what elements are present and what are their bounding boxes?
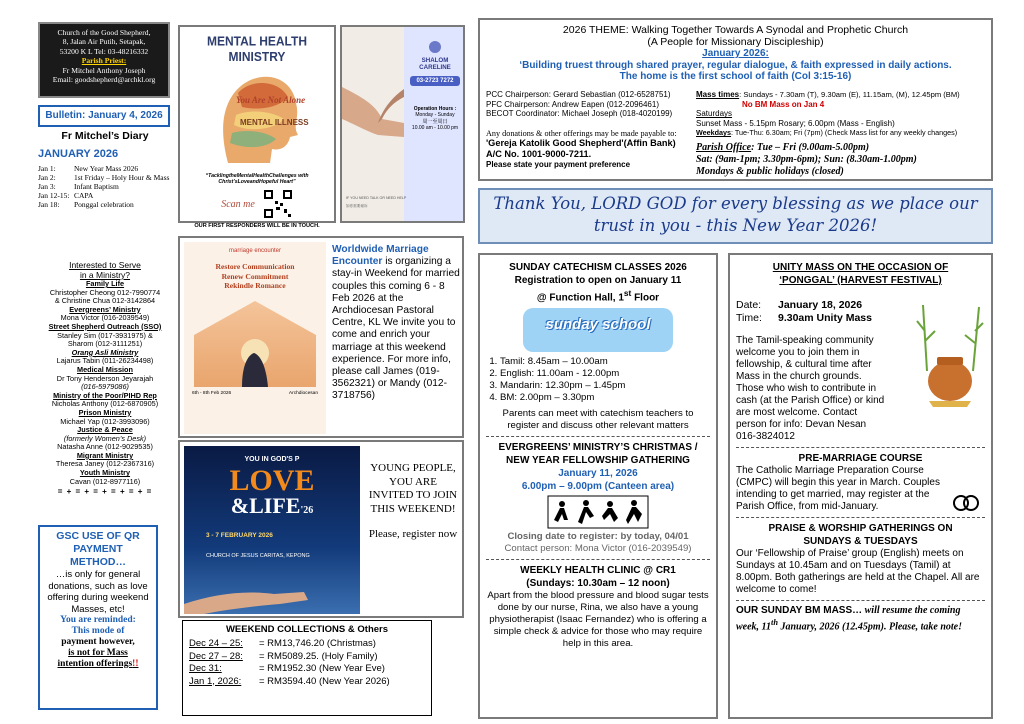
gsc-qr-notice [38, 525, 158, 710]
ministry-contact: Christopher Cheong 012-7990774 [49, 287, 161, 297]
theme-box [478, 18, 993, 181]
donation-payee: 'Gereja Katolik Good Shepherd'(Affin Bank) [486, 138, 676, 149]
register-now-text: Please, register now [368, 528, 458, 540]
ministry-contact: Cavan (012-8977116) [69, 476, 141, 486]
shalom-title: SHALOM CARELINE [419, 57, 451, 71]
catechism-venue-floor: Floor [631, 292, 660, 304]
sunday-school-banner [523, 308, 673, 352]
diary-month: JANUARY 2026 [38, 148, 119, 160]
collection-date: Dec 31: [189, 663, 222, 674]
collections-title: WEEKEND COLLECTIONS & Others [225, 624, 389, 635]
collection-row [189, 663, 425, 676]
diary-entry [38, 191, 172, 200]
ministry-name: Street Shepherd Outreach (SSO) [48, 321, 162, 331]
ministry-name: Family Life [85, 279, 125, 288]
me-line-2: Renew Commitment [221, 271, 289, 281]
ministry-contact: (016-5979086) [81, 382, 129, 392]
collection-date: Dec 27 – 28: [189, 650, 243, 662]
ponggal-pot-icon [917, 301, 983, 409]
ministry-name: Ministry of the Poor/PIHD Rep [53, 390, 157, 400]
donation-preference: Please state your payment preference [486, 160, 631, 170]
ministry-name: Youth Ministry [79, 468, 131, 478]
diary-date: Jan 18: [38, 200, 60, 209]
dancers-icon [548, 496, 648, 528]
shalom-logo-icon [429, 41, 441, 53]
unity-body: The Tamil-speaking community welcome you to join them in fellowship, & cultural time after Mass in the church grounds. Those who wish to contribute in cash (at the Parish Office) or kind are most welcome. Contact person for info: Devan Nesan 016-3824012 [736, 335, 885, 442]
church-address-1: 8, Jalan Air Putih, Setapak, [62, 37, 146, 47]
ministry-contact: Stanley Sim (017-3931975) & [57, 330, 153, 340]
divider-2 [486, 559, 710, 560]
ministry-contact: Theresa Janey (012-2367316) [55, 459, 155, 469]
catechism-class: 4. BM: 2.00pm – 3.30pm [500, 392, 710, 404]
collection-date: Jan 1, 2026: [189, 675, 242, 687]
me-dates: 6th - 8th Feb 2026 [192, 390, 232, 396]
unity-date-row [736, 299, 886, 325]
marriage-encounter-box [178, 236, 464, 438]
unity-date-label: Date: [736, 299, 762, 311]
thank-you-banner: Thank You, LORD GOD for every blessing as we place our trust in you - this New Year 2026! [478, 188, 993, 244]
gsc-reminder-1: You are reminded: [60, 615, 136, 625]
marriage-heading: Worldwide Marriage Encounter [332, 244, 429, 268]
shalom-left-text: IF YOU NEED TALK OR NEED HELP [346, 196, 407, 200]
young-people-invite [366, 462, 460, 542]
collection-row [189, 676, 425, 689]
bm-mass-notice [736, 605, 985, 633]
mental-health-poster [178, 25, 336, 229]
theme-right-col [696, 90, 988, 178]
ll-year: '26 [300, 505, 314, 516]
ministry-name: Medical Mission [77, 364, 133, 374]
parish-office-closed: Mondays & public holidays (closed) [696, 165, 844, 177]
church-header [38, 22, 170, 98]
mass-times-label: Mass times [696, 90, 740, 99]
clinic-heading: WEEKLY HEALTH CLINIC @ CR1 [520, 565, 676, 577]
rings-icon [951, 491, 981, 513]
donation-note: Any donations & other offerings may be made payable to: [486, 128, 677, 138]
hand-icon [184, 574, 360, 614]
diary-event: 1st Friday – Holy Hour & Mass [74, 173, 170, 182]
marriage-body: is organizing a stay-in Weekend for married couples this coming 6 - 8 Feb 2026 at the Archdiocesan Pastoral Centre, KL We invite you to come and enrich your marriage at this weekend experience. For more info, please call James (019-3562321) or Mandy (012-3718756) [332, 256, 460, 402]
diary-event: New Year Mass 2026 [74, 164, 139, 173]
ministry-contact: & Christine Chua 012-3142864 [54, 296, 156, 306]
parish-office-hours: : Tue – Fri (9.00am-5.00pm) [751, 141, 870, 153]
theme-motto: ‘Building truest through shared prayer, regular dialogue, & faith expressed in daily actions. [519, 59, 952, 71]
catechism-note: Parents can meet with catechism teachers to register and discuss other relevant matters [502, 408, 694, 432]
evergreens-closing: Closing date to register: by today, 04/01 [507, 531, 689, 543]
premarriage-heading: PRE-MARRIAGE COURSE [798, 453, 923, 464]
me-logo: marriage encounter [228, 248, 282, 254]
weekend-collections [182, 620, 432, 716]
diary-date: Jan 1: [38, 164, 56, 173]
catechism-column [478, 253, 718, 719]
ministries-separator: = + = + = + = + = + = [57, 487, 153, 497]
bm-heading: OUR SUNDAY BM MASS… [736, 605, 863, 616]
no-bm-mass: No BM Mass on Jan 4 [742, 99, 825, 109]
donation-account: A/C No. 1001-9000-7211. [486, 149, 592, 160]
church-address-2: 53200 K L Tel: 03-48216332 [59, 46, 149, 56]
marriage-encounter-text [332, 244, 460, 403]
church-name: Church of the Good Shepherd, [57, 28, 151, 37]
collection-row [189, 651, 425, 664]
priest-diary [38, 130, 172, 209]
evergreens-heading: EVERGREENS’ MINISTRY’S CHRISTMAS / NEW YEAR FELLOWSHIP GATHERING [498, 442, 698, 467]
bm-text-2: January, 2026 (12.45pm). Please, take note! [777, 621, 963, 633]
unity-mass-column [728, 253, 993, 719]
evergreens-contact: Contact person: Mona Victor (016-2039549) [504, 543, 692, 555]
ministry-contact: Dr Tony Henderson Jeyarajah [56, 373, 154, 383]
diary-entry [38, 173, 172, 182]
ministry-name: Prison Ministry [78, 407, 132, 417]
head-silhouette-icon [180, 63, 334, 173]
love-life-poster [184, 446, 360, 614]
ll-dates: 3 - 7 FEBRUARY 2026 [206, 532, 273, 539]
unity-time-label: Time: [736, 312, 762, 324]
parish-priest-label: Parish Priest: [81, 56, 127, 66]
bm-text-1: will resume the coming week, 11 [736, 605, 961, 633]
diary-entry [38, 182, 172, 191]
collection-amount: = RM5089.25. (Holy Family) [259, 650, 378, 662]
ministry-name: Justice & Peace [77, 425, 133, 435]
theme-scripture: The home is the first school of faith (Col 3:15-16) [619, 71, 852, 82]
hands-image-icon [342, 27, 407, 221]
ministry-contact: Nicholas Anthony (012-6870905) [51, 399, 159, 409]
shalom-hours: 10.00 am - 10.00 pm [411, 125, 459, 131]
praise-heading-2: SUNDAYS & TUESDAYS [803, 536, 918, 547]
marriage-encounter-poster [184, 242, 326, 434]
gsc-reminder-5-wrap [43, 659, 153, 670]
evergreens-date: January 11, 2026 [558, 468, 638, 480]
catechism-schedule [500, 356, 710, 404]
saturdays-label: Saturdays [696, 109, 733, 119]
premarriage-text: The Catholic Marriage Preparation Course (CMPC) will begin this year in March. Couples intending to get married, may register at the Parish Office, from mid-January. [736, 465, 940, 512]
love-and-life-box [178, 440, 464, 618]
unity-time: 9.30am Unity Mass [778, 312, 872, 324]
church-email: Email: goodshepherd@archkl.org [52, 75, 156, 85]
catechism-venue [486, 287, 710, 304]
ll-venue: CHURCH OF JESUS CARITAS, KEPONG [206, 553, 310, 559]
diary-event: Ponggal celebration [74, 200, 134, 209]
mass-times: : Sundays - 7.30am (T), 9.30am (E), 11.15am, (M), 12.45pm (BM) [739, 90, 960, 99]
couple-image-icon [184, 295, 326, 391]
collection-date: Dec 24 – 25: [189, 638, 243, 649]
collection-amount: = RM13,746.20 (Christmas) [259, 638, 376, 649]
me-venue: Archdiocesan [288, 390, 318, 396]
catechism-registration: Registration to open on January 11 [514, 275, 682, 286]
theme-subtitle: (A People for Missionary Discipleship) [647, 36, 824, 48]
gsc-reminder-4: is not for Mass [68, 648, 128, 658]
mhm-art-text-1: You Are Not Alone [236, 95, 306, 105]
diary-entry [38, 200, 172, 209]
sunday-school-text: sunday school [545, 316, 651, 334]
qr-code-icon [263, 189, 293, 219]
ministry-name: Evergreens’ Ministry [69, 304, 141, 314]
committee-contact: PCC Chairperson: Gerard Sebastian (012-6528751) [486, 90, 671, 99]
shalom-days: Monday - Sunday [415, 112, 455, 118]
gsc-exclaim: !! [132, 659, 139, 669]
weekdays-label: Weekdays [696, 128, 732, 138]
catechism-venue-text: @ Function Hall, 1 [536, 292, 624, 304]
catechism-heading: SUNDAY CATECHISM CLASSES 2026 [509, 262, 687, 273]
ministries-heading: Interested to Serve [69, 260, 141, 270]
shalom-days-cn: 周一至周日 [422, 119, 448, 125]
diary-date: Jan 3: [38, 182, 56, 191]
diary-title: Fr Mitchel’s Diary [61, 130, 149, 142]
diary-date: Jan 2: [38, 173, 56, 182]
mhm-footer: OUR FIRST RESPONDERS WILL BE IN TOUCH. [194, 223, 320, 229]
catechism-class: 3. Mandarin: 12.30pm – 1.45pm [500, 380, 710, 392]
shalom-left-text-cn: 如你需要倾诉 [346, 204, 368, 208]
catechism-class: 2. English: 11.00am - 12.00pm [500, 368, 710, 380]
committee-contact: BECOT Coordinator: Michael Joseph (018-4020199) [486, 109, 673, 119]
ministry-contact: Michael Yap (012-3993096) [60, 416, 150, 426]
me-line-3: Rekindle Romance [224, 281, 286, 290]
unity-heading-2: ‘PONGGAL’ (HARVEST FESTIVAL) [779, 275, 942, 286]
mhm-title: MENTAL HEALTH MINISTRY [207, 33, 307, 65]
divider-4 [736, 517, 985, 518]
diary-entry [38, 164, 172, 173]
diary-event: Infant Baptism [74, 182, 119, 191]
ll-life-row [184, 495, 360, 522]
unity-heading-1: UNITY MASS ON THE OCCASION OF [772, 262, 949, 273]
divider-3 [736, 447, 985, 448]
ministry-contact: Sharom (012-3111251) [67, 339, 143, 349]
mhm-slogan: “TacklingtheMentalHealthChallenges with Christ’sLoveandHopeful Heart” [205, 173, 309, 185]
shalom-phone: 03-2723 7272 [410, 76, 460, 86]
ministry-contact: (formerly Women’s Desk) [63, 433, 147, 443]
ministry-name: Migrant Ministry [76, 450, 134, 460]
gsc-text: …is only for general donations, such as love offering during weekend Masses, etc! [47, 569, 149, 615]
gsc-heading-2: PAYMENT [73, 543, 123, 555]
divider-5 [736, 600, 985, 601]
catechism-class: 1. Tamil: 8.45am – 10.00am [500, 356, 710, 368]
catechism-venue-sup: st [623, 288, 632, 298]
unity-date: January 18, 2026 [778, 299, 863, 311]
bm-sup: th [771, 618, 778, 627]
collection-amount: = RM3594.40 (New Year 2026) [259, 675, 390, 687]
me-line-1: Restore Communication [215, 262, 295, 271]
collection-amount: = RM1952.30 (New Year Eve) [259, 663, 385, 674]
weekday-times: : Tue-Thu: 6.30am; Fri (7pm) (Check Mass list for any weekly changes) [731, 128, 958, 138]
divider [486, 436, 710, 437]
me-footer [184, 391, 326, 396]
parish-priest-name: Fr Mitchel Anthony Joseph [62, 65, 146, 75]
ll-life: &LIFE [230, 493, 301, 518]
sunset-mass: Sunset Mass - 5.15pm Rosary; 6.00pm (Mass - English) [696, 118, 895, 128]
evergreens-time: 6.00pm – 9.00pm (Canteen area) [521, 481, 675, 493]
diary-event: CAPA [74, 191, 94, 200]
gsc-reminder-5: intention offerings [57, 659, 133, 669]
parish-office-label: Parish Office [696, 141, 752, 153]
mhm-qr-row [180, 189, 334, 219]
praise-text: Our ‘Fellowship of Praise’ group (English) meets on Sundays at 10.45am and on Tuesdays (Tamil) at 8.00pm. Both gatherings are held at the Chapel. All are welcome to come! [736, 548, 980, 595]
praise-heading-1: PRAISE & WORSHIP GATHERINGS ON [768, 523, 953, 534]
shalom-ops: Operation Hours : [413, 106, 457, 112]
bulletin-date: Bulletin: January 4, 2026 [38, 105, 170, 127]
young-people-text: YOUNG PEOPLE, YOU ARE INVITED TO JOIN THIS WEEKEND! [368, 462, 458, 515]
gsc-heading-3: METHOD… [70, 556, 126, 568]
ll-love: LOVE [229, 464, 315, 497]
shalom-careline-poster [340, 25, 465, 223]
collection-row [189, 638, 425, 651]
shalom-right-panel [406, 35, 464, 131]
ll-top: YOU IN GOD'S P [244, 456, 300, 463]
ministries-list [38, 260, 172, 497]
committee-contact: PFC Chairperson: Andrew Eapen (012-2096461) [486, 99, 659, 109]
ministry-contact: Natasha Anne (012-9029535) [57, 442, 153, 452]
mhm-scan-label: Scan me [221, 198, 255, 210]
ministry-name: Orang Asli Ministry [71, 347, 139, 357]
theme-month: January 2026: [702, 48, 769, 59]
mhm-art-text-2: MENTAL ILLNESS [240, 118, 309, 127]
clinic-time: (Sundays: 10.30am – 12 noon) [526, 578, 670, 590]
clinic-text: Apart from the blood pressure and blood sugar tests done by our nurse, Rina, we also have a young physiotherapist (Isaac Fernandez) who is offering a simple check & advice for those who may require help in this area. [487, 590, 709, 650]
ministries-heading-2: in a Ministry? [79, 270, 131, 280]
parish-office-weekend: Sat: (9am-1pm; 3.30pm-6pm); Sun: (8.30am-1.00pm) [696, 153, 917, 165]
diary-date: Jan 12-15: [38, 191, 70, 200]
gsc-reminder-2: This mode of [71, 626, 125, 636]
gsc-heading-1: GSC USE OF QR [56, 530, 140, 542]
ministry-contact: Lajarus Tabin (011-26234498) [56, 356, 154, 366]
theme-title: 2026 THEME: Walking Together Towards A Synodal and Prophetic Church [562, 24, 909, 36]
gsc-reminder-3: payment however, [61, 637, 135, 647]
ministry-contact: Mona Victor (016-2039549) [60, 313, 150, 323]
